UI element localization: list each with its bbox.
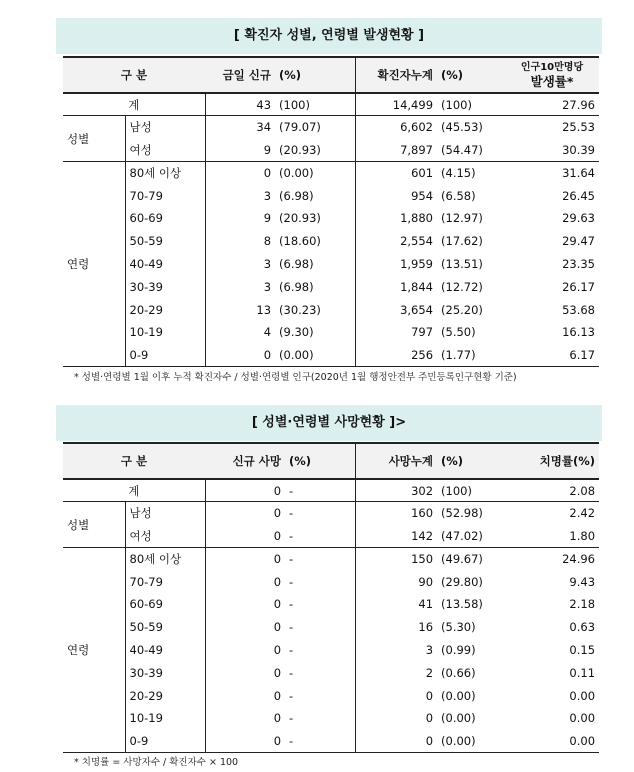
rate-cell: 16.13: [562, 325, 596, 340]
new-pct-cell: -: [285, 707, 355, 730]
confirmed-cases-title: [ 확진자 성별, 연령별 발생현황 ]: [56, 18, 602, 54]
row-label: 20-29: [125, 298, 205, 321]
new-deaths-cell: 0: [205, 525, 285, 548]
today-pct-cell: (6.98): [275, 184, 355, 207]
table-row: [63, 525, 599, 548]
cum-deaths-cell: 302: [355, 479, 437, 502]
table-row: [63, 639, 599, 662]
table-row: [63, 593, 599, 616]
cum-pct-cell: (13.58): [441, 597, 483, 612]
table-header-row: [63, 443, 599, 479]
cum-deaths-cell: 0: [425, 711, 434, 726]
row-label: 50-59: [125, 616, 205, 639]
new-deaths-cell: 0: [273, 642, 282, 657]
cum-deaths-cell: 2: [425, 665, 434, 680]
row-label: 10-19: [125, 321, 205, 344]
header-rate-line2: 발생률*: [530, 74, 574, 89]
row-label-total: 계: [63, 93, 205, 116]
cum-deaths-cell: 41: [418, 597, 434, 612]
cumulative-cell: 256: [355, 344, 437, 367]
today-pct-cell: (9.30): [275, 321, 355, 344]
table-row: [63, 547, 599, 570]
fatality-cell: 24.96: [562, 552, 596, 567]
cum-pct-cell: (25.20): [441, 302, 483, 317]
cum-deaths-cell: 0: [425, 688, 434, 703]
header-cumulative: 확진자누계: [355, 57, 437, 93]
cum-pct-cell: (5.30): [441, 620, 476, 635]
cum-pct-cell: (4.15): [441, 166, 476, 181]
group-label: 성별: [63, 502, 125, 548]
cum-pct-cell: (17.62): [441, 234, 483, 249]
today-pct-cell: (100): [275, 93, 355, 116]
header-rate-line1: 인구10만명당: [520, 62, 584, 73]
cum-pct-cell: (1.77): [437, 344, 505, 367]
today-count-cell: 43: [205, 93, 275, 116]
group-label: 연령: [63, 547, 125, 752]
header-cum-pct: (%): [437, 443, 505, 479]
cum-pct-cell: (0.00): [441, 688, 476, 703]
rate-cell: 27.96: [505, 93, 599, 116]
cumulative-cell: 3,654: [400, 302, 434, 317]
row-label: 50-59: [125, 230, 205, 253]
cum-pct-cell: (45.53): [441, 120, 483, 135]
cum-pct-cell: (47.02): [437, 525, 505, 548]
today-count-cell: 3: [263, 279, 272, 294]
table-row: [63, 253, 599, 276]
cum-deaths-cell: 3: [425, 642, 434, 657]
cumulative-cell: 1,959: [400, 256, 434, 271]
new-deaths-cell: 0: [273, 665, 282, 680]
new-deaths-cell: 0: [273, 506, 282, 521]
cum-pct-cell: (5.50): [441, 325, 476, 340]
table-row: [63, 298, 599, 321]
today-count-cell: 9: [263, 211, 272, 226]
today-pct-cell: (20.93): [275, 207, 355, 230]
cumulative-cell: 1,844: [400, 279, 434, 294]
table-row: [63, 321, 599, 344]
cumulative-cell: 1,880: [400, 211, 434, 226]
row-label: 여성: [125, 139, 205, 162]
new-pct-cell: -: [285, 547, 355, 570]
cum-pct-cell: (0.99): [441, 642, 476, 657]
table-row: [63, 275, 599, 298]
table-row: [63, 616, 599, 639]
cum-deaths-cell: 142: [355, 525, 437, 548]
today-count-cell: 34: [256, 120, 272, 135]
new-pct-cell: -: [285, 525, 355, 548]
cumulative-cell: 14,499: [355, 93, 437, 116]
new-pct-cell: -: [285, 570, 355, 593]
cum-pct-cell: (0.66): [441, 665, 476, 680]
row-label-total: 계: [63, 479, 205, 502]
header-cum-pct: (%): [437, 57, 505, 93]
table-row: [63, 661, 599, 684]
fatality-cell: 0.00: [569, 711, 596, 726]
cum-pct-cell: (54.47): [437, 139, 505, 162]
new-deaths-cell: 0: [273, 597, 282, 612]
confirmed-cases-note: * 성별·연령별 1월 이후 누적 확진자수 / 성별·연령별 인구(2020년 1월 행정안전부 주민등록인구현황 기준): [74, 372, 517, 383]
deaths-table: [63, 442, 599, 753]
header-fatality: 치명률(%): [505, 443, 599, 479]
row-label: 여성: [125, 525, 205, 548]
cum-pct-cell: (12.97): [441, 211, 483, 226]
new-deaths-cell: 0: [273, 688, 282, 703]
rate-cell: 53.68: [562, 302, 596, 317]
cumulative-cell: 7,897: [355, 139, 437, 162]
table-row: [63, 93, 599, 116]
header-today-pct: (%): [275, 57, 355, 93]
table-row: [63, 230, 599, 253]
header-cum-deaths: 사망누계: [355, 443, 437, 479]
table-row: [63, 730, 599, 753]
deaths-title: [ 성별·연령별 사망현황 ]>: [56, 405, 602, 441]
new-deaths-cell: 0: [205, 479, 285, 502]
group-label: 성별: [63, 116, 125, 162]
fatality-cell: 1.80: [505, 525, 599, 548]
confirmed-cases-table: [63, 56, 599, 367]
table-row: [63, 479, 599, 502]
table-header-row: [63, 57, 599, 93]
table-row: [63, 570, 599, 593]
new-pct-cell: -: [285, 502, 355, 525]
today-pct-cell: (30.23): [275, 298, 355, 321]
row-label: 40-49: [125, 253, 205, 276]
cumulative-cell: 797: [411, 325, 434, 340]
today-pct-cell: (0.00): [275, 344, 355, 367]
rate-cell: 30.39: [505, 139, 599, 162]
row-label: 30-39: [125, 661, 205, 684]
cumulative-cell: 601: [411, 166, 434, 181]
new-pct-cell: -: [285, 479, 355, 502]
rate-cell: 23.35: [562, 256, 596, 271]
new-deaths-cell: 0: [273, 552, 282, 567]
today-pct-cell: (6.98): [275, 253, 355, 276]
today-pct-cell: (18.60): [275, 230, 355, 253]
header-new-pct: (%): [285, 443, 355, 479]
new-deaths-cell: 0: [273, 574, 282, 589]
rate-cell: 29.47: [562, 234, 596, 249]
fatality-cell: 0.15: [569, 642, 596, 657]
fatality-cell: 0.63: [569, 620, 596, 635]
fatality-cell: 9.43: [569, 574, 596, 589]
row-label: 0-9: [125, 730, 205, 753]
cum-deaths-cell: 160: [411, 506, 434, 521]
row-label: 30-39: [125, 275, 205, 298]
new-pct-cell: -: [285, 639, 355, 662]
today-pct-cell: (6.98): [275, 275, 355, 298]
today-count-cell: 8: [263, 234, 272, 249]
row-label: 남성: [125, 116, 205, 139]
new-deaths-cell: 0: [205, 730, 285, 753]
group-label: 연령: [63, 161, 125, 366]
new-pct-cell: -: [285, 593, 355, 616]
row-label: 70-79: [125, 570, 205, 593]
today-pct-cell: (79.07): [275, 116, 355, 139]
cum-pct-cell: (0.00): [441, 711, 476, 726]
table-row: [63, 139, 599, 162]
cum-pct-cell: (6.58): [441, 188, 476, 203]
cum-deaths-cell: 90: [418, 574, 434, 589]
new-pct-cell: -: [285, 730, 355, 753]
today-count-cell: 13: [256, 302, 272, 317]
new-deaths-cell: 0: [273, 620, 282, 635]
new-pct-cell: -: [285, 616, 355, 639]
today-pct-cell: (20.93): [275, 139, 355, 162]
cum-pct-cell: (0.00): [437, 730, 505, 753]
today-count-cell: 0: [263, 166, 272, 181]
cumulative-cell: 954: [411, 188, 434, 203]
cum-pct-cell: (13.51): [441, 256, 483, 271]
rate-cell: 31.64: [562, 166, 596, 181]
new-pct-cell: -: [285, 661, 355, 684]
row-label: 60-69: [125, 593, 205, 616]
table-row: [63, 344, 599, 367]
deaths-note: * 치명률 = 사망자수 / 확진자수 × 100: [74, 757, 239, 768]
header-today: 금일 신규: [205, 57, 275, 93]
header-rate: [505, 57, 599, 93]
row-label: 70-79: [125, 184, 205, 207]
cum-deaths-cell: 16: [418, 620, 434, 635]
fatality-cell: 2.18: [569, 597, 596, 612]
cumulative-cell: 6,602: [400, 120, 434, 135]
today-count-cell: 9: [205, 139, 275, 162]
cum-pct-cell: (100): [437, 93, 505, 116]
table-row: [63, 207, 599, 230]
fatality-cell: 0.11: [569, 665, 596, 680]
cum-pct-cell: (29.80): [441, 574, 483, 589]
today-count-cell: 3: [263, 256, 272, 271]
table-row: [63, 116, 599, 139]
fatality-cell: 0.00: [505, 730, 599, 753]
header-category: 구 분: [63, 57, 205, 93]
rate-cell: 6.17: [505, 344, 599, 367]
new-deaths-cell: 0: [273, 711, 282, 726]
row-label: 10-19: [125, 707, 205, 730]
today-count-cell: 0: [205, 344, 275, 367]
rate-cell: 26.17: [562, 279, 596, 294]
cum-pct-cell: (100): [437, 479, 505, 502]
header-category: 구 분: [63, 443, 205, 479]
table-row: [63, 684, 599, 707]
new-pct-cell: -: [285, 684, 355, 707]
cum-deaths-cell: 0: [355, 730, 437, 753]
cum-pct-cell: (52.98): [441, 506, 483, 521]
fatality-cell: 2.42: [569, 506, 596, 521]
header-new-deaths: 신규 사망: [205, 443, 285, 479]
rate-cell: 26.45: [562, 188, 596, 203]
today-count-cell: 4: [263, 325, 272, 340]
row-label: 80세 이상: [125, 161, 205, 184]
table-row: [63, 161, 599, 184]
row-label: 20-29: [125, 684, 205, 707]
today-pct-cell: (0.00): [275, 161, 355, 184]
cum-pct-cell: (12.72): [441, 279, 483, 294]
row-label: 60-69: [125, 207, 205, 230]
fatality-cell: 2.08: [505, 479, 599, 502]
row-label: 남성: [125, 502, 205, 525]
cum-pct-cell: (49.67): [441, 552, 483, 567]
table-row: [63, 502, 599, 525]
table-row: [63, 184, 599, 207]
today-count-cell: 3: [263, 188, 272, 203]
table-row: [63, 707, 599, 730]
rate-cell: 29.63: [562, 211, 596, 226]
row-label: 80세 이상: [125, 547, 205, 570]
row-label: 0-9: [125, 344, 205, 367]
fatality-cell: 0.00: [569, 688, 596, 703]
rate-cell: 25.53: [562, 120, 596, 135]
row-label: 40-49: [125, 639, 205, 662]
cumulative-cell: 2,554: [400, 234, 434, 249]
cum-deaths-cell: 150: [411, 552, 434, 567]
